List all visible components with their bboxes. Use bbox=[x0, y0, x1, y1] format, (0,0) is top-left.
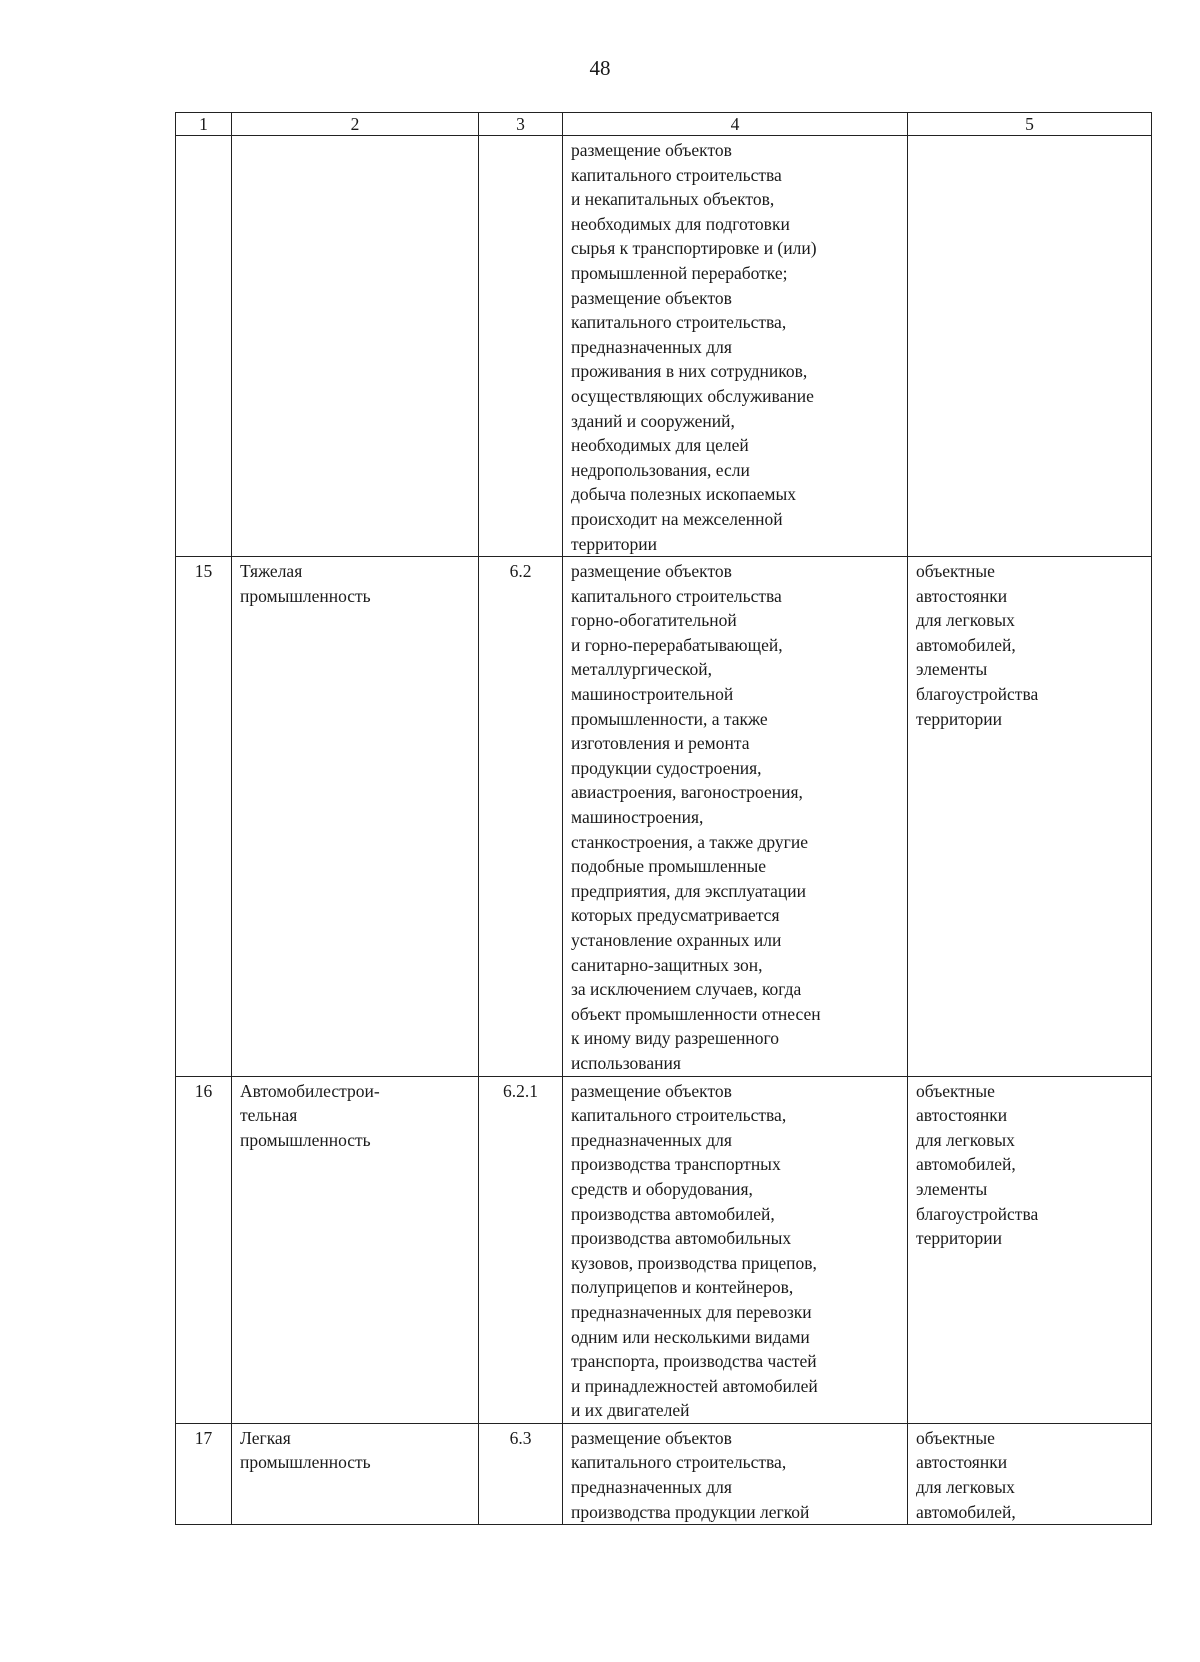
cell-line: территории bbox=[571, 533, 657, 554]
row-number bbox=[176, 136, 232, 557]
cell-line: элементы bbox=[916, 659, 988, 680]
cell-line: и принадлежностей автомобилей bbox=[571, 1375, 818, 1396]
use-code-cell bbox=[479, 136, 563, 557]
cell-line: добыча полезных ископаемых bbox=[571, 484, 796, 505]
cell-line: для легковых bbox=[916, 610, 1015, 631]
cell-line: и их двигателей bbox=[571, 1400, 690, 1421]
cell-line: территории bbox=[916, 1228, 1002, 1249]
cell-line: территории bbox=[916, 708, 1002, 729]
cell-line: автомобилей, bbox=[916, 1501, 1016, 1522]
row-number: 15 bbox=[176, 557, 232, 1076]
page-number: 48 bbox=[589, 56, 611, 80]
cell-line: происходит на межселенной bbox=[571, 508, 783, 529]
cell-line: производства автомобилей, bbox=[571, 1203, 775, 1224]
cell-line: объектные bbox=[916, 1080, 995, 1101]
table-row bbox=[176, 557, 1152, 1076]
cell-line: производства транспортных bbox=[571, 1154, 781, 1175]
use-code-cell: 6.3 bbox=[479, 1423, 563, 1524]
cell-line: к иному виду разрешенного bbox=[571, 1028, 780, 1049]
cell-line: за исключением случаев, когда bbox=[571, 979, 802, 1000]
cell-line: размещение объектов bbox=[571, 1080, 732, 1101]
table-header-row bbox=[176, 113, 1152, 136]
cell-line: элементы bbox=[916, 1178, 988, 1199]
cell-line: размещение объектов bbox=[571, 140, 732, 160]
cell-line: капитального строительства, bbox=[571, 1452, 787, 1473]
table-body bbox=[176, 136, 1152, 1525]
cell-line: автомобилей, bbox=[916, 1154, 1016, 1175]
header-col-1: 1 bbox=[176, 113, 232, 136]
auxiliary-uses-cell bbox=[908, 1076, 1152, 1423]
cell-line: транспорта, производства частей bbox=[571, 1351, 817, 1372]
cell-line: автостоянки bbox=[916, 585, 1008, 606]
cell-line: промышленной переработке; bbox=[571, 262, 788, 283]
cell-line: одним или несколькими видами bbox=[571, 1326, 810, 1347]
cell-line: Тяжелая bbox=[240, 561, 303, 582]
cell-line: благоустройства bbox=[916, 684, 1039, 705]
cell-line: размещение объектов bbox=[571, 1427, 732, 1448]
use-name-cell bbox=[232, 557, 479, 1076]
cell-line: подобные промышленные bbox=[571, 856, 767, 877]
cell-line: капитального строительства bbox=[571, 585, 782, 606]
cell-line: авиастроения, вагоностроения, bbox=[571, 782, 803, 803]
cell-line: размещение объектов bbox=[571, 287, 732, 308]
cell-line: размещение объектов bbox=[571, 561, 732, 582]
cell-line: предназначенных для перевозки bbox=[571, 1301, 812, 1322]
cell-line: автостоянки bbox=[916, 1105, 1008, 1126]
cell-line: станкостроения, а также другие bbox=[571, 831, 808, 852]
cell-line: осуществляющих обслуживание bbox=[571, 385, 814, 406]
cell-line: использования bbox=[571, 1052, 681, 1073]
cell-line: объектные bbox=[916, 561, 995, 582]
cell-line: промышленность bbox=[240, 585, 371, 606]
cell-line: санитарно-защитных зон, bbox=[571, 954, 763, 975]
auxiliary-uses-cell bbox=[908, 136, 1152, 557]
auxiliary-uses-cell bbox=[908, 1423, 1152, 1524]
header-col-4: 4 bbox=[563, 113, 908, 136]
use-description-cell bbox=[563, 136, 908, 557]
cell-line: и горно-перерабатывающей, bbox=[571, 634, 783, 655]
cell-line: средств и оборудования, bbox=[571, 1178, 753, 1199]
use-description-cell bbox=[563, 1076, 908, 1423]
cell-line: и некапитальных объектов, bbox=[571, 189, 775, 210]
cell-line: предназначенных для bbox=[571, 336, 732, 357]
cell-line: сырья к транспортировке и (или) bbox=[571, 238, 817, 259]
cell-line: металлургической, bbox=[571, 659, 713, 680]
cell-line: промышленности, а также bbox=[571, 708, 768, 729]
header-col-5: 5 bbox=[908, 113, 1152, 136]
cell-line: промышленность bbox=[240, 1452, 371, 1473]
cell-line: кузовов, производства прицепов, bbox=[571, 1252, 817, 1273]
cell-line: капитального строительства, bbox=[571, 1105, 787, 1126]
cell-line: необходимых для целей bbox=[571, 435, 749, 456]
cell-line: капитального строительства, bbox=[571, 312, 787, 333]
table-row bbox=[176, 1076, 1152, 1423]
header-col-2: 2 bbox=[232, 113, 479, 136]
cell-line: Автомобилестрои- bbox=[240, 1080, 380, 1101]
use-description-cell bbox=[563, 1423, 908, 1524]
use-code-cell: 6.2 bbox=[479, 557, 563, 1076]
table-row bbox=[176, 1423, 1152, 1524]
auxiliary-uses-cell bbox=[908, 557, 1152, 1076]
cell-line: изготовления и ремонта bbox=[571, 733, 750, 754]
cell-line: недропользования, если bbox=[571, 459, 750, 480]
cell-line: машиностроения, bbox=[571, 807, 704, 828]
cell-line: капитального строительства bbox=[571, 164, 782, 185]
cell-line: для легковых bbox=[916, 1129, 1015, 1150]
cell-line: проживания в них сотрудников, bbox=[571, 361, 808, 382]
cell-line: производства продукции легкой bbox=[571, 1501, 810, 1522]
cell-line: объектные bbox=[916, 1427, 995, 1448]
cell-line: установление охранных или bbox=[571, 930, 782, 950]
land-use-table bbox=[175, 112, 1152, 1525]
cell-line: которых предусматривается bbox=[571, 905, 780, 926]
cell-line: автостоянки bbox=[916, 1452, 1008, 1473]
cell-line: благоустройства bbox=[916, 1203, 1039, 1224]
cell-line: продукции судостроения, bbox=[571, 757, 762, 778]
cell-line: машиностроительной bbox=[571, 684, 734, 705]
row-number: 16 bbox=[176, 1076, 232, 1423]
cell-line: автомобилей, bbox=[916, 634, 1016, 655]
header-col-3: 3 bbox=[479, 113, 563, 136]
use-name-cell bbox=[232, 1076, 479, 1423]
cell-line: объект промышленности отнесен bbox=[571, 1003, 821, 1024]
cell-line: необходимых для подготовки bbox=[571, 213, 790, 234]
cell-line: Легкая bbox=[240, 1427, 291, 1448]
use-name-cell bbox=[232, 136, 479, 557]
table-row bbox=[176, 136, 1152, 557]
cell-line: предприятия, для эксплуатации bbox=[571, 880, 806, 901]
use-code-cell: 6.2.1 bbox=[479, 1076, 563, 1423]
cell-line: зданий и сооружений, bbox=[571, 410, 735, 431]
cell-line: промышленность bbox=[240, 1129, 371, 1150]
cell-line: горно-обогатительной bbox=[571, 610, 737, 631]
cell-line: производства автомобильных bbox=[571, 1228, 792, 1249]
row-number: 17 bbox=[176, 1423, 232, 1524]
cell-line: для легковых bbox=[916, 1477, 1015, 1498]
use-name-cell bbox=[232, 1423, 479, 1524]
cell-line: тельная bbox=[240, 1105, 298, 1126]
cell-line: полуприцепов и контейнеров, bbox=[571, 1277, 794, 1298]
cell-line: предназначенных для bbox=[571, 1477, 732, 1498]
cell-line: предназначенных для bbox=[571, 1129, 732, 1150]
use-description-cell bbox=[563, 557, 908, 1076]
